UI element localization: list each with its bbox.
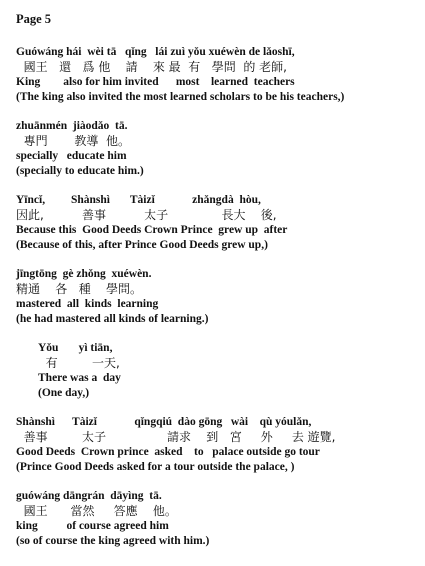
translation-line: (Prince Good Deeds asked for a tour outside the palace, ) [16, 461, 295, 473]
sentence-block [16, 341, 411, 401]
pinyin-line: Guówáng hái wèi tā qǐng lái zuì yǒu xuéwèn de lǎoshī, [16, 46, 295, 58]
pinyin-line: jīngtōng gè zhǒng xuéwèn. [16, 268, 152, 280]
hanzi-line: 精通 各 種 學問。 [16, 282, 142, 296]
hanzi-line: 專門 教導 他。 [16, 134, 130, 148]
translation-line: (specially to educate him.) [16, 165, 144, 177]
page-number: Page 5 [16, 12, 52, 26]
gloss-line: specially educate him [16, 150, 127, 162]
sentence-block [16, 193, 411, 253]
pinyin-line: guówáng dāngrán dāyìng tā. [16, 490, 162, 502]
translation-line: (The king also invited the most learned scholars to be his teachers,) [16, 91, 345, 103]
translation-line: (One day,) [38, 387, 90, 399]
sentence-list [16, 45, 411, 549]
gloss-line: Good Deeds Crown prince asked to palace outside go tour [16, 446, 320, 458]
sentence-block [16, 415, 411, 475]
hanzi-line: 國王 當然 答應 他。 [16, 504, 177, 518]
sentence-block [16, 489, 411, 549]
pinyin-line: Yǒu yì tiān, [38, 342, 113, 354]
pinyin-line: Yīncǐ, Shànshì Tàizǐ zhǎngdà hòu, [16, 194, 261, 206]
hanzi-line: 國王 還 爲 他 請 來 最 有 學問 的 老師, [16, 60, 287, 74]
sentence-block [16, 267, 411, 327]
sentence-block [16, 119, 411, 179]
hanzi-line: 善事 太子 請求 到 宮 外 去 遊覽, [16, 430, 336, 444]
translation-line: (he had mastered all kinds of learning.) [16, 313, 209, 325]
gloss-line: King also for him invited most learned teachers [16, 76, 295, 88]
sentence-block [16, 45, 411, 105]
hanzi-line: 因此, 善事 太子 長大 後, [16, 208, 277, 222]
gloss-line: king of course agreed him [16, 520, 169, 532]
gloss-line: Because this Good Deeds Crown Prince grew up after [16, 224, 288, 236]
translation-line: (Because of this, after Prince Good Deeds grew up,) [16, 239, 268, 251]
hanzi-line: 有 一天, [38, 356, 120, 370]
pinyin-line: Shànshì Tàizǐ qǐngqiú dào gōng wài qù yóulǎn, [16, 416, 312, 428]
gloss-line: mastered all kinds learning [16, 298, 159, 310]
pinyin-line: zhuānmén jiàodǎo tā. [16, 120, 128, 132]
gloss-line: There was a day [38, 372, 121, 384]
translation-line: (so of course the king agreed with him.) [16, 535, 210, 547]
